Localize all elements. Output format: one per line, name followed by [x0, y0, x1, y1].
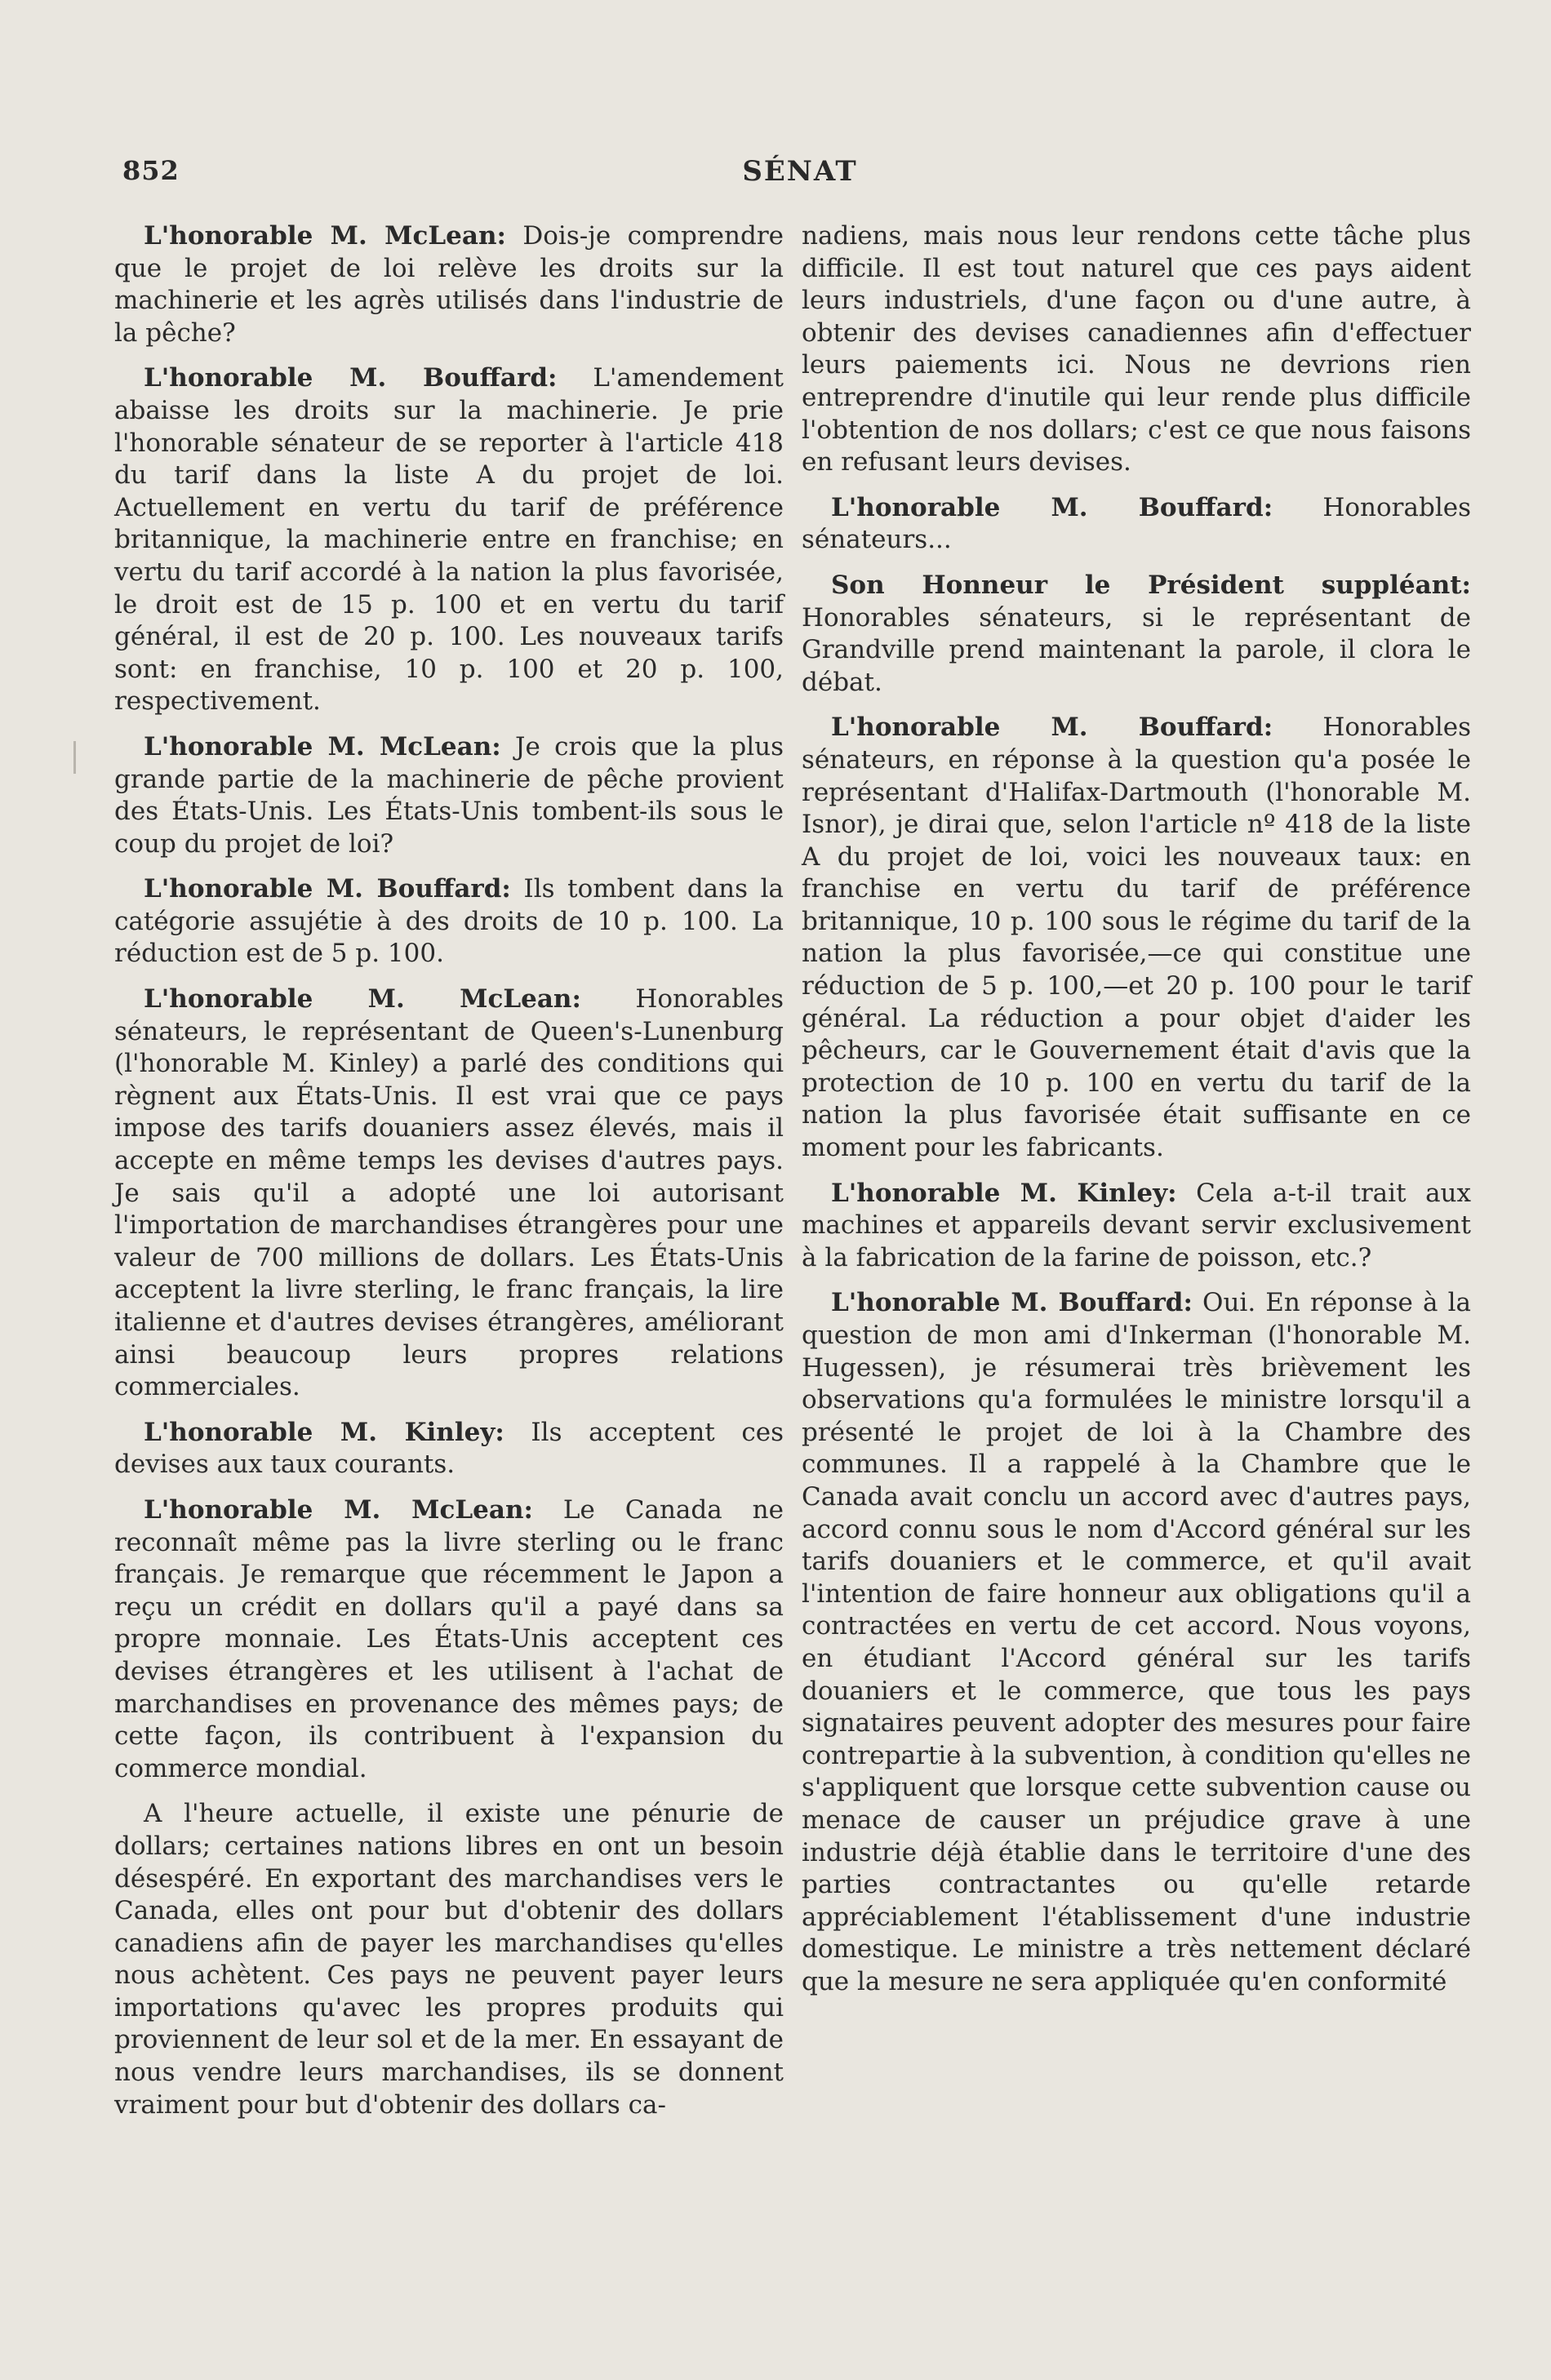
- speech-text: Ils acceptent ces devises aux taux courants.: [114, 1417, 784, 1480]
- speaker-name: L'honorable M. Kinley:: [831, 1178, 1177, 1208]
- speaker-name: L'honorable M. McLean:: [144, 731, 501, 762]
- paragraph: [114, 362, 784, 718]
- page-number: 852: [122, 155, 180, 186]
- speech-text: Ils tombent dans la catégorie assujétie à des droits de 10 p. 100. La réduction est de 5 p. 100.: [114, 874, 784, 969]
- paragraph-continuation: nadiens, mais nous leur rendons cette tâche plus difficile. Il est tout naturel que ces pays aident leurs industriels, d'une façon ou d'une autre, à obtenir des devises canadiennes afin d'effectuer leurs paiements ici. Nous ne devrions rien entreprendre d'inutile qui leur rende plus difficile l'obtention de nos dollars; c'est ce que nous faisons en refusant leurs devises.: [802, 221, 1471, 477]
- speech-text: Je crois que la plus grande partie de la machinerie de pêche provient des États-Unis. Les États-Unis tombent-ils sous le coup du projet de loi?: [114, 731, 784, 859]
- speech-text: Honorables sénateurs...: [802, 492, 1471, 555]
- paragraph: [802, 1287, 1471, 1998]
- page-header: [122, 155, 1478, 204]
- paragraph: [114, 873, 784, 970]
- speaker-name: Son Honneur le Président suppléant:: [831, 570, 1471, 600]
- paragraph: [802, 1178, 1471, 1275]
- speech-text: Oui. En réponse à la question de mon ami d'Inkerman (l'honorable M. Hugessen), je résumerai très brièvement les observations qu'a formulées le ministre lorsqu'il a présenté le projet de loi à la Chambre des communes. Il a rappelé à la Chambre que le Canada avait conclu un accord avec d'autres pays, accord connu sous le nom d'Accord général sur les tarifs douaniers et le commerce, et qu'il avait l'intention de faire honneur aux obligations qu'il a contractées en vertu de cet accord. Nous voyons, en étudiant l'Accord général sur les tarifs douaniers et le commerce, que tous les pays signataires peuvent adopter des mesures pour faire contrepartie à la subvention, à condition qu'elles ne s'appliquent que lorsque cette subvention cause ou menace de causer un préjudice grave à une industrie déjà établie dans le territoire d'une des parties contractantes ou qu'elle retarde appréciablement l'établissement d'une industrie domestique. Le ministre a très nettement déclaré que la mesure ne sera appliquée qu'en conformité: [802, 1288, 1471, 1996]
- speech-text: L'amendement abaisse les droits sur la machinerie. Je prie l'honorable sénateur de se reporter à l'article 418 du tarif dans la liste A du projet de loi. Actuellement en vertu du tarif de préférence britannique, la machinerie entre en franchise; en vertu du tarif accordé à la nation la plus favorisée, le droit est de 15 p. 100 et en vertu du tarif général, il est de 20 p. 100. Les nouveaux tarifs sont: en franchise, 10 p. 100 et 20 p. 100, respectivement.: [114, 363, 784, 717]
- paragraph: [802, 712, 1471, 1164]
- paragraph: [114, 220, 784, 349]
- right-column: [802, 220, 1471, 2011]
- speaker-name: L'honorable M. McLean:: [144, 984, 581, 1015]
- speaker-name: L'honorable M. Kinley:: [144, 1417, 504, 1447]
- running-head: SÉNAT: [742, 155, 858, 188]
- speech-text: Honorables sénateurs, le représentant de Queen's-Lunenburg (l'honorable M. Kinley) a parlé des conditions qui règnent aux États-Unis. Il est vrai que ce pays impose des tarifs douaniers assez élevés, mais il accepte en même temps les devises d'autres pays. Je sais qu'il a adopté une loi autorisant l'importation de marchandises étrangères pour une valeur de 700 millions de dollars. Les États-Unis acceptent la livre sterling, le franc français, la lire italienne et d'autres devises étrangères, améliorant ainsi beaucoup leurs propres relations commerciales.: [114, 984, 784, 1402]
- speaker-name: L'honorable M. Bouffard:: [144, 363, 558, 393]
- speaker-name: L'honorable M. Bouffard:: [144, 874, 511, 904]
- speech-text: Cela a-t-il trait aux machines et appareils devant servir exclusivement à la fabrication de la farine de poisson, etc.?: [802, 1178, 1471, 1272]
- speech-text: A l'heure actuelle, il existe une pénurie de dollars; certaines nations libres en ont un besoin désespéré. En exportant des marchandises vers le Canada, elles ont pour but d'obtenir des dollars canadiens afin de payer les marchandises qu'elles nous achètent. Ces pays ne peuvent payer leurs importations qu'avec les propres produits qui proviennent de leur sol et de la mer. En essayant de nous vendre leurs marchandises, ils se donnent vraiment pour but d'obtenir des dollars ca-: [114, 1799, 784, 2120]
- speech-text: Dois-je comprendre que le projet de loi relève les droits sur la machinerie et les agrès utilisés dans l'industrie de la pêche?: [114, 221, 784, 348]
- paragraph: [114, 1798, 784, 2121]
- paragraph: [114, 1494, 784, 1785]
- speech-text: Honorables sénateurs, si le représentant de Grandville prend maintenant la parole, il clora le débat.: [802, 602, 1471, 697]
- paragraph: [802, 492, 1471, 557]
- paragraph: [114, 1417, 784, 1481]
- speech-text: Le Canada ne reconnaît même pas la livre sterling ou le franc français. Je remarque que récemment le Japon a reçu un crédit en dollars qu'il a payé dans sa propre monnaie. Les États-Unis acceptent ces devises étrangères et les utilisent à l'achat de marchandises en provenance des mêmes pays; de cette façon, ils contribuent à l'expansion du commerce mondial.: [114, 1494, 784, 1783]
- paragraph: [114, 731, 784, 860]
- speech-text: Honorables sénateurs, en réponse à la question qu'a posée le représentant d'Halifax-Dartmouth (l'honorable M. Isnor), je dirai que, selon l'article nº 418 de la liste A du projet de loi, voici les nouveaux taux: en franchise en vertu du tarif de préférence britannique, 10 p. 100 sous le régime du tarif de la nation la plus favorisée,—ce qui constitue une réduction de 5 p. 100,—et 20 p. 100 pour le tarif général. La réduction a pour objet d'aider les pêcheurs, car le Gouvernement était d'avis que la protection de 10 p. 100 en vertu du tarif de la nation la plus favorisée était suffisante en ce moment pour les fabricants.: [802, 713, 1471, 1163]
- paragraph: [114, 984, 784, 1404]
- speaker-name: L'honorable M. McLean:: [144, 1494, 533, 1525]
- speaker-name: L'honorable M. Bouffard:: [831, 492, 1273, 522]
- speaker-name: L'honorable M. Bouffard:: [831, 1288, 1193, 1318]
- speaker-name: L'honorable M. Bouffard:: [831, 713, 1273, 743]
- paragraph: [802, 570, 1471, 699]
- left-column: [114, 220, 784, 2134]
- margin-mark: [73, 741, 76, 774]
- speaker-name: L'honorable M. McLean:: [144, 221, 506, 251]
